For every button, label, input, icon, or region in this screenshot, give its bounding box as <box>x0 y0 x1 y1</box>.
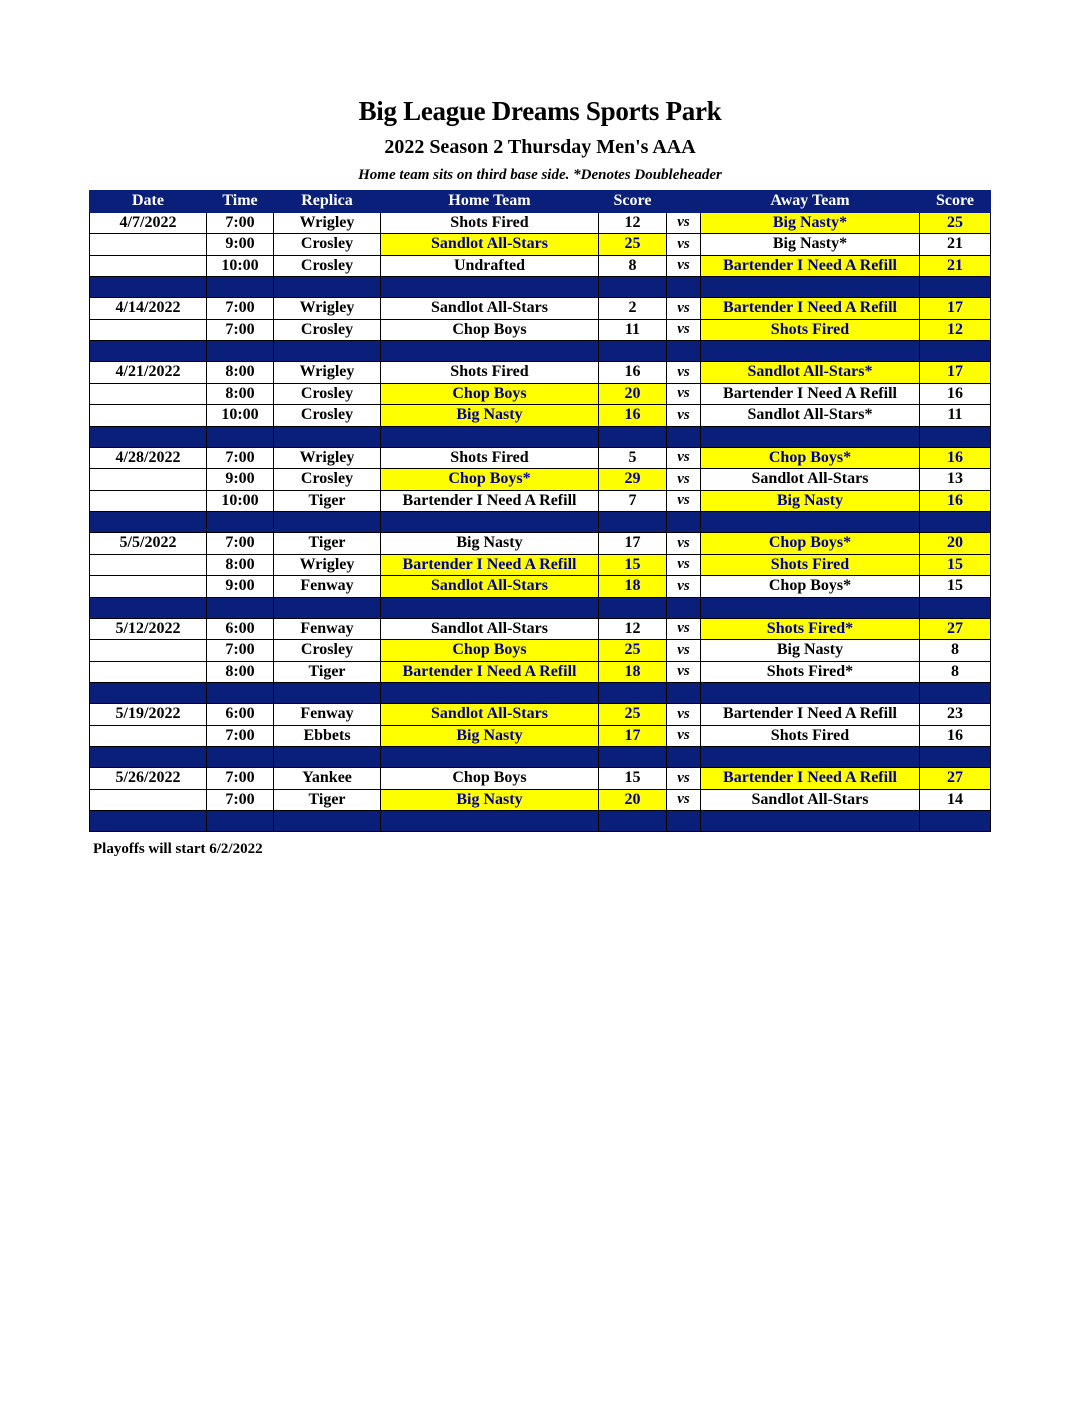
game-row <box>90 725 991 747</box>
game-time: 9:00 <box>207 469 274 491</box>
separator-cell <box>920 683 991 704</box>
separator-cell <box>381 426 599 447</box>
game-time: 6:00 <box>207 618 274 640</box>
vs-label: vs <box>667 533 701 555</box>
game-replica: Wrigley <box>274 447 381 469</box>
away-team: Big Nasty <box>701 640 920 662</box>
separator-cell <box>701 426 920 447</box>
game-row <box>90 640 991 662</box>
separator-cell <box>207 341 274 362</box>
away-team: Chop Boys* <box>701 576 920 598</box>
away-score: 16 <box>920 725 991 747</box>
separator-cell <box>274 597 381 618</box>
away-score: 25 <box>920 212 991 234</box>
separator-cell <box>274 426 381 447</box>
game-replica: Crosley <box>274 383 381 405</box>
separator-cell <box>701 811 920 832</box>
game-time: 7:00 <box>207 789 274 811</box>
separator-cell <box>274 277 381 298</box>
home-score: 17 <box>599 533 667 555</box>
home-team: Chop Boys <box>381 640 599 662</box>
away-score: 14 <box>920 789 991 811</box>
week-separator <box>90 277 991 298</box>
separator-cell <box>599 341 667 362</box>
home-score: 25 <box>599 704 667 726</box>
separator-cell <box>920 747 991 768</box>
home-team: Sandlot All-Stars <box>381 234 599 256</box>
separator-cell <box>274 512 381 533</box>
game-time: 7:00 <box>207 725 274 747</box>
game-replica: Fenway <box>274 618 381 640</box>
home-score: 25 <box>599 640 667 662</box>
home-score: 12 <box>599 618 667 640</box>
game-date: 5/26/2022 <box>90 768 207 790</box>
away-score: 21 <box>920 255 991 277</box>
away-team: Shots Fired* <box>701 661 920 683</box>
col-header-away-score: Score <box>920 191 991 213</box>
game-date <box>90 554 207 576</box>
separator-cell <box>667 683 701 704</box>
separator-cell <box>90 512 207 533</box>
game-row <box>90 490 991 512</box>
game-replica: Tiger <box>274 661 381 683</box>
separator-cell <box>207 747 274 768</box>
separator-cell <box>920 512 991 533</box>
col-header-time: Time <box>207 191 274 213</box>
game-replica: Tiger <box>274 789 381 811</box>
week-separator <box>90 341 991 362</box>
header-row <box>90 191 991 213</box>
game-time: 8:00 <box>207 661 274 683</box>
game-time: 7:00 <box>207 533 274 555</box>
game-time: 7:00 <box>207 319 274 341</box>
game-time: 7:00 <box>207 768 274 790</box>
game-row <box>90 661 991 683</box>
game-row <box>90 383 991 405</box>
game-date: 4/7/2022 <box>90 212 207 234</box>
vs-label: vs <box>667 618 701 640</box>
week-separator <box>90 512 991 533</box>
home-team: Chop Boys <box>381 383 599 405</box>
separator-cell <box>701 683 920 704</box>
game-row <box>90 255 991 277</box>
week-separator <box>90 811 991 832</box>
game-row <box>90 405 991 427</box>
separator-cell <box>207 811 274 832</box>
home-team: Chop Boys* <box>381 469 599 491</box>
game-time: 7:00 <box>207 447 274 469</box>
game-time: 7:00 <box>207 298 274 320</box>
vs-label: vs <box>667 640 701 662</box>
separator-cell <box>207 426 274 447</box>
separator-cell <box>599 597 667 618</box>
away-team: Chop Boys* <box>701 533 920 555</box>
col-header-away-team: Away Team <box>701 191 920 213</box>
away-score: 16 <box>920 447 991 469</box>
home-score: 16 <box>599 362 667 384</box>
away-team: Bartender I Need A Refill <box>701 298 920 320</box>
game-time: 8:00 <box>207 383 274 405</box>
separator-cell <box>701 512 920 533</box>
away-team: Shots Fired <box>701 554 920 576</box>
separator-cell <box>274 683 381 704</box>
separator-cell <box>920 811 991 832</box>
page-subtitle: 2022 Season 2 Thursday Men's AAA <box>384 136 696 158</box>
vs-label: vs <box>667 405 701 427</box>
game-replica: Crosley <box>274 234 381 256</box>
away-team: Bartender I Need A Refill <box>701 383 920 405</box>
away-score: 27 <box>920 618 991 640</box>
separator-cell <box>90 277 207 298</box>
game-replica: Tiger <box>274 533 381 555</box>
vs-label: vs <box>667 725 701 747</box>
game-row <box>90 319 991 341</box>
game-time: 7:00 <box>207 640 274 662</box>
vs-label: vs <box>667 362 701 384</box>
vs-label: vs <box>667 469 701 491</box>
game-date: 4/21/2022 <box>90 362 207 384</box>
game-replica: Crosley <box>274 469 381 491</box>
vs-label: vs <box>667 447 701 469</box>
game-time: 9:00 <box>207 576 274 598</box>
game-time: 10:00 <box>207 405 274 427</box>
game-time: 9:00 <box>207 234 274 256</box>
separator-cell <box>667 277 701 298</box>
separator-cell <box>274 341 381 362</box>
game-row <box>90 447 991 469</box>
col-header-replica: Replica <box>274 191 381 213</box>
separator-cell <box>90 811 207 832</box>
home-team: Undrafted <box>381 255 599 277</box>
game-time: 10:00 <box>207 255 274 277</box>
game-replica: Wrigley <box>274 212 381 234</box>
game-row <box>90 234 991 256</box>
vs-label: vs <box>667 789 701 811</box>
game-date <box>90 576 207 598</box>
home-score: 18 <box>599 576 667 598</box>
home-score: 17 <box>599 725 667 747</box>
home-score: 12 <box>599 212 667 234</box>
separator-cell <box>381 597 599 618</box>
separator-cell <box>381 683 599 704</box>
game-replica: Crosley <box>274 255 381 277</box>
separator-cell <box>701 597 920 618</box>
away-score: 8 <box>920 640 991 662</box>
game-replica: Wrigley <box>274 298 381 320</box>
home-team: Sandlot All-Stars <box>381 704 599 726</box>
away-team: Big Nasty* <box>701 212 920 234</box>
away-team: Bartender I Need A Refill <box>701 768 920 790</box>
game-row <box>90 533 991 555</box>
separator-cell <box>274 747 381 768</box>
game-date <box>90 661 207 683</box>
vs-label: vs <box>667 768 701 790</box>
home-team: Sandlot All-Stars <box>381 298 599 320</box>
separator-cell <box>920 341 991 362</box>
away-score: 21 <box>920 234 991 256</box>
separator-cell <box>207 277 274 298</box>
week-separator <box>90 597 991 618</box>
home-team: Big Nasty <box>381 789 599 811</box>
away-score: 16 <box>920 383 991 405</box>
home-score: 20 <box>599 789 667 811</box>
separator-cell <box>207 512 274 533</box>
col-header-date: Date <box>90 191 207 213</box>
game-row <box>90 212 991 234</box>
away-score: 12 <box>920 319 991 341</box>
away-team: Shots Fired* <box>701 618 920 640</box>
home-score: 16 <box>599 405 667 427</box>
separator-cell <box>381 811 599 832</box>
game-date <box>90 789 207 811</box>
away-score: 15 <box>920 576 991 598</box>
home-score: 15 <box>599 768 667 790</box>
away-score: 15 <box>920 554 991 576</box>
home-score: 18 <box>599 661 667 683</box>
home-team: Bartender I Need A Refill <box>381 490 599 512</box>
separator-cell <box>701 341 920 362</box>
separator-cell <box>599 277 667 298</box>
game-date <box>90 383 207 405</box>
game-time: 10:00 <box>207 490 274 512</box>
separator-cell <box>667 811 701 832</box>
separator-cell <box>667 597 701 618</box>
separator-cell <box>599 747 667 768</box>
game-date <box>90 725 207 747</box>
home-score: 5 <box>599 447 667 469</box>
schedule-body <box>90 212 991 832</box>
game-row <box>90 768 991 790</box>
home-score: 8 <box>599 255 667 277</box>
game-replica: Tiger <box>274 490 381 512</box>
away-team: Big Nasty* <box>701 234 920 256</box>
game-row <box>90 554 991 576</box>
page-title: Big League Dreams Sports Park <box>358 96 722 126</box>
vs-label: vs <box>667 234 701 256</box>
game-replica: Wrigley <box>274 362 381 384</box>
separator-cell <box>90 597 207 618</box>
away-team: Sandlot All-Stars <box>701 789 920 811</box>
vs-label: vs <box>667 704 701 726</box>
vs-label: vs <box>667 319 701 341</box>
home-team: Chop Boys <box>381 319 599 341</box>
home-team: Big Nasty <box>381 533 599 555</box>
separator-cell <box>599 683 667 704</box>
game-replica: Wrigley <box>274 554 381 576</box>
home-team: Big Nasty <box>381 405 599 427</box>
away-score: 17 <box>920 362 991 384</box>
separator-cell <box>667 747 701 768</box>
playoffs-note: Playoffs will start 6/2/2022 <box>93 841 263 857</box>
week-separator <box>90 683 991 704</box>
away-team: Sandlot All-Stars* <box>701 362 920 384</box>
game-time: 8:00 <box>207 554 274 576</box>
schedule-note: Home team sits on third base side. *Denotes Doubleheader <box>358 167 722 183</box>
home-team: Shots Fired <box>381 447 599 469</box>
game-row <box>90 789 991 811</box>
separator-cell <box>381 341 599 362</box>
separator-cell <box>381 277 599 298</box>
away-score: 16 <box>920 490 991 512</box>
home-score: 2 <box>599 298 667 320</box>
vs-label: vs <box>667 212 701 234</box>
home-team: Bartender I Need A Refill <box>381 554 599 576</box>
game-replica: Fenway <box>274 704 381 726</box>
game-replica: Crosley <box>274 640 381 662</box>
home-score: 20 <box>599 383 667 405</box>
away-team: Sandlot All-Stars <box>701 469 920 491</box>
game-row <box>90 362 991 384</box>
vs-label: vs <box>667 383 701 405</box>
home-team: Sandlot All-Stars <box>381 618 599 640</box>
separator-cell <box>667 426 701 447</box>
separator-cell <box>701 747 920 768</box>
home-team: Chop Boys <box>381 768 599 790</box>
separator-cell <box>920 426 991 447</box>
separator-cell <box>667 341 701 362</box>
away-team: Shots Fired <box>701 725 920 747</box>
away-team: Big Nasty <box>701 490 920 512</box>
separator-cell <box>274 811 381 832</box>
separator-cell <box>920 597 991 618</box>
home-team: Shots Fired <box>381 362 599 384</box>
game-replica: Fenway <box>274 576 381 598</box>
away-team: Bartender I Need A Refill <box>701 255 920 277</box>
home-team: Sandlot All-Stars <box>381 576 599 598</box>
game-time: 6:00 <box>207 704 274 726</box>
game-date <box>90 490 207 512</box>
separator-cell <box>90 747 207 768</box>
game-row <box>90 298 991 320</box>
home-score: 11 <box>599 319 667 341</box>
vs-label: vs <box>667 298 701 320</box>
schedule-table <box>89 190 991 832</box>
game-date <box>90 255 207 277</box>
game-date: 5/5/2022 <box>90 533 207 555</box>
game-date <box>90 405 207 427</box>
game-replica: Ebbets <box>274 725 381 747</box>
separator-cell <box>207 683 274 704</box>
away-score: 17 <box>920 298 991 320</box>
game-replica: Crosley <box>274 319 381 341</box>
game-date: 5/12/2022 <box>90 618 207 640</box>
home-team: Big Nasty <box>381 725 599 747</box>
game-date: 5/19/2022 <box>90 704 207 726</box>
vs-label: vs <box>667 576 701 598</box>
separator-cell <box>599 426 667 447</box>
game-date <box>90 234 207 256</box>
game-date <box>90 469 207 491</box>
vs-label: vs <box>667 661 701 683</box>
vs-label: vs <box>667 490 701 512</box>
separator-cell <box>599 512 667 533</box>
away-score: 23 <box>920 704 991 726</box>
game-date <box>90 640 207 662</box>
game-time: 7:00 <box>207 212 274 234</box>
separator-cell <box>90 683 207 704</box>
game-row <box>90 469 991 491</box>
away-team: Bartender I Need A Refill <box>701 704 920 726</box>
col-header-vs <box>667 191 701 213</box>
game-date <box>90 319 207 341</box>
home-score: 25 <box>599 234 667 256</box>
game-date: 4/14/2022 <box>90 298 207 320</box>
week-separator <box>90 747 991 768</box>
vs-label: vs <box>667 255 701 277</box>
col-header-home-score: Score <box>599 191 667 213</box>
week-separator <box>90 426 991 447</box>
separator-cell <box>667 512 701 533</box>
away-score: 11 <box>920 405 991 427</box>
away-team: Chop Boys* <box>701 447 920 469</box>
separator-cell <box>381 512 599 533</box>
game-row <box>90 704 991 726</box>
col-header-home-team: Home Team <box>381 191 599 213</box>
home-score: 7 <box>599 490 667 512</box>
home-score: 15 <box>599 554 667 576</box>
separator-cell <box>207 597 274 618</box>
game-row <box>90 576 991 598</box>
game-row <box>90 618 991 640</box>
away-score: 27 <box>920 768 991 790</box>
game-replica: Crosley <box>274 405 381 427</box>
away-team: Sandlot All-Stars* <box>701 405 920 427</box>
game-time: 8:00 <box>207 362 274 384</box>
away-score: 8 <box>920 661 991 683</box>
home-team: Shots Fired <box>381 212 599 234</box>
separator-cell <box>90 341 207 362</box>
separator-cell <box>90 426 207 447</box>
home-score: 29 <box>599 469 667 491</box>
game-replica: Yankee <box>274 768 381 790</box>
away-team: Shots Fired <box>701 319 920 341</box>
home-team: Bartender I Need A Refill <box>381 661 599 683</box>
separator-cell <box>920 277 991 298</box>
separator-cell <box>381 747 599 768</box>
separator-cell <box>701 277 920 298</box>
separator-cell <box>599 811 667 832</box>
away-score: 13 <box>920 469 991 491</box>
vs-label: vs <box>667 554 701 576</box>
away-score: 20 <box>920 533 991 555</box>
game-date: 4/28/2022 <box>90 447 207 469</box>
